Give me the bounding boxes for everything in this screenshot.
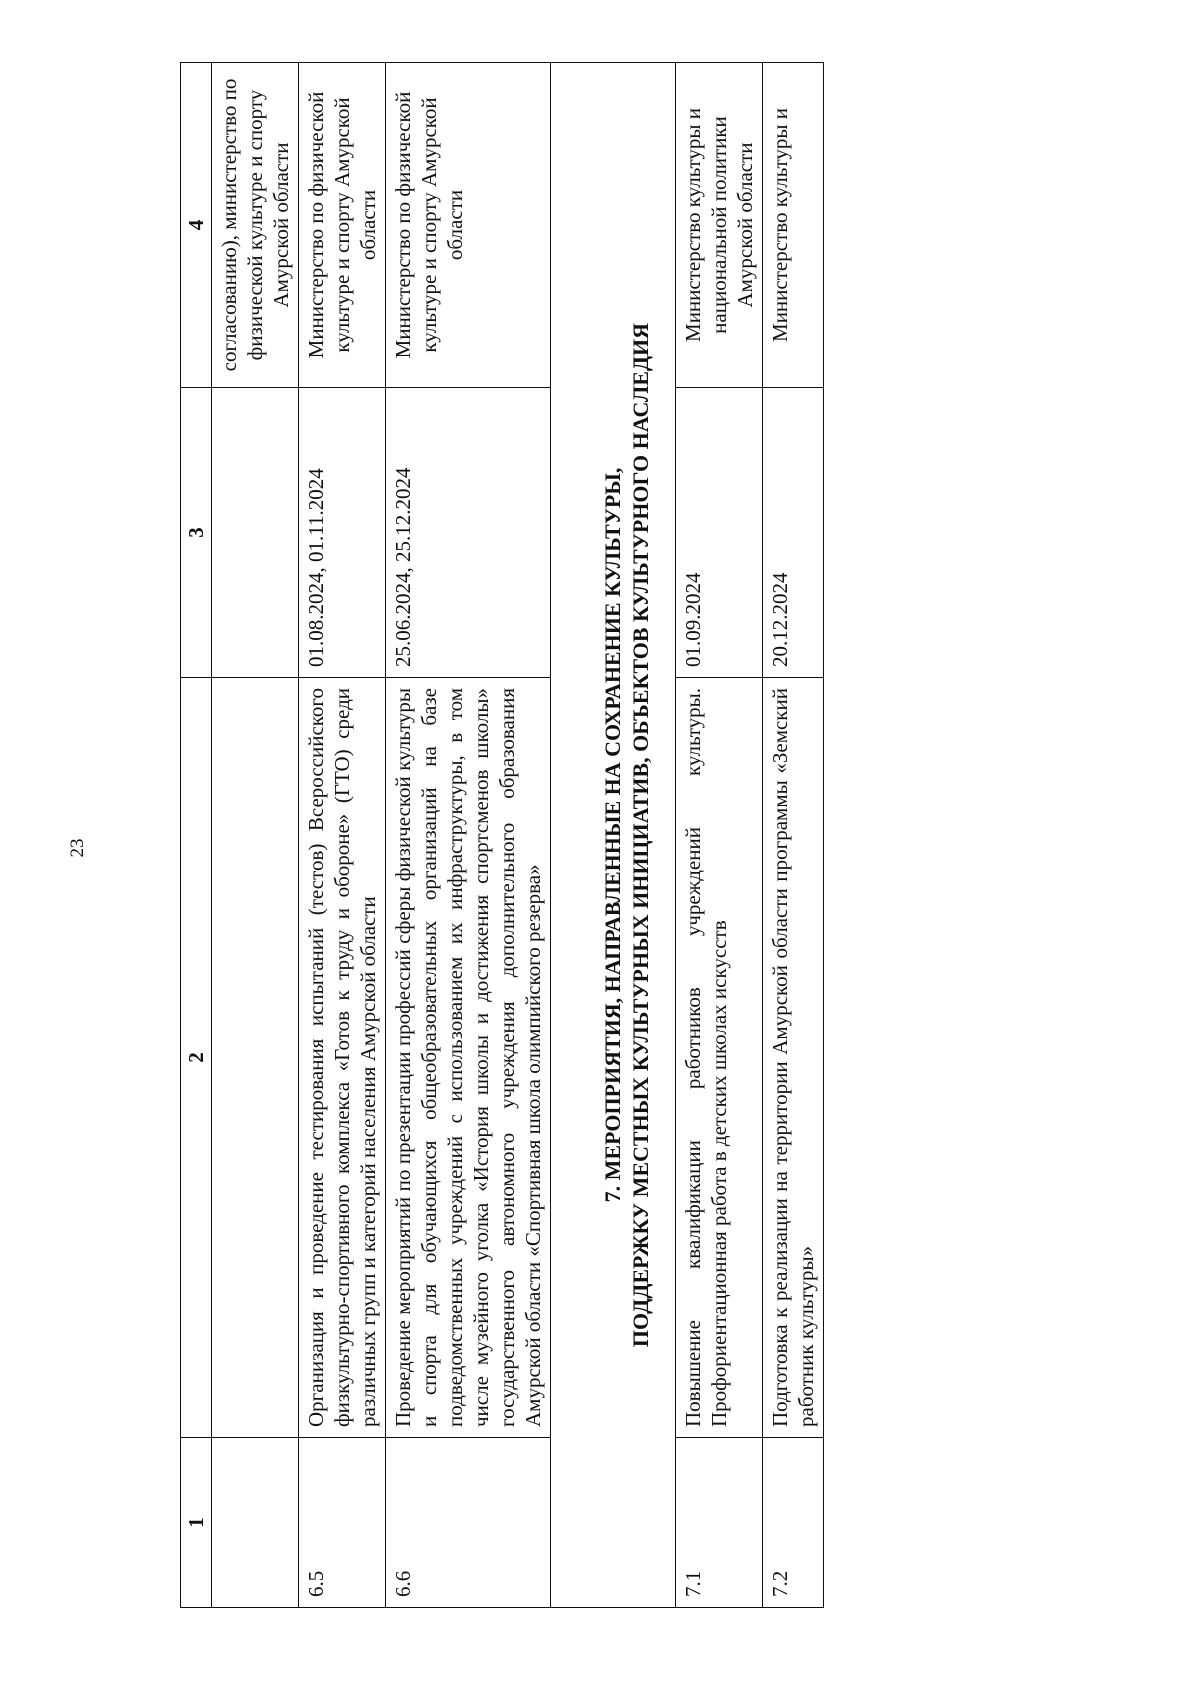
row-description <box>212 678 299 1438</box>
row-responsible: Министерство по физической культуре и спорту Амурской области <box>386 63 551 388</box>
row-description: Повышение квалификации работников учреждений культуры. Профориентационная работа в детских школах искусств <box>676 678 763 1438</box>
column-header-2: 2 <box>181 678 212 1438</box>
row-description: Проведение мероприятий по презентации профессий сферы физической культуры и спорта для обучающихся общеобразовательных организаций на базе подведомственных учреждений с использованием их инфраструктуры, в том числе музейного уголка «История школы и достижения спортсменов школы» государственного автономного учреждения дополнительного образования Амурской области «Спортивная школа олимпийского резерва» <box>386 678 551 1438</box>
document-sheet <box>180 63 1050 1608</box>
table-row <box>676 63 763 1608</box>
row-number: 7.1 <box>676 1438 763 1608</box>
row-dates: 01.09.2024 <box>676 388 763 678</box>
section-heading-line-2: ПОДДЕРЖКУ МЕСТНЫХ КУЛЬТУРНЫХ ИНИЦИАТИВ, ОБЪЕКТОВ КУЛЬТУРНОГО НАСЛЕДИЯ <box>628 322 653 1348</box>
row-dates <box>212 388 299 678</box>
row-number: 6.6 <box>386 1438 551 1608</box>
page-number: 23 <box>67 838 88 858</box>
column-header-3: 3 <box>181 388 212 678</box>
section-heading-line-1: 7. МЕРОПРИЯТИЯ, НАПРАВЛЕННЫЕ НА СОХРАНЕНИЕ КУЛЬТУРЫ, <box>600 467 625 1203</box>
table-header-row <box>181 63 212 1608</box>
section-heading <box>551 63 676 1608</box>
table-row <box>299 63 386 1608</box>
row-responsible: согласованию), министерство по физической культуре и спорту Амурской области <box>212 63 299 388</box>
table-row <box>386 63 551 1608</box>
column-header-1: 1 <box>181 1438 212 1608</box>
column-header-4: 4 <box>181 63 212 388</box>
row-responsible: Министерство по физической культуре и спорту Амурской области <box>299 63 386 388</box>
table-row <box>212 63 299 1608</box>
row-responsible: Министерство культуры и <box>763 63 824 388</box>
row-dates: 01.08.2024, 01.11.2024 <box>299 388 386 678</box>
row-description: Подготовка к реализации на территории Амурской области программы «Земский работник культуры» <box>763 678 824 1438</box>
row-number <box>212 1438 299 1608</box>
row-dates: 20.12.2024 <box>763 388 824 678</box>
row-dates: 25.06.2024, 25.12.2024 <box>386 388 551 678</box>
row-number: 6.5 <box>299 1438 386 1608</box>
row-number: 7.2 <box>763 1438 824 1608</box>
table-row <box>763 63 824 1608</box>
section-heading-row <box>551 63 676 1608</box>
row-responsible: Министерство культуры и национальной политики Амурской области <box>676 63 763 388</box>
plan-table <box>180 62 824 1608</box>
row-description: Организация и проведение тестирования испытаний (тестов) Всероссийского физкультурно-спортивного комплекса «Готов к труду и обороне» (ГТО) среди различных групп и категорий населения Амурской области <box>299 678 386 1438</box>
